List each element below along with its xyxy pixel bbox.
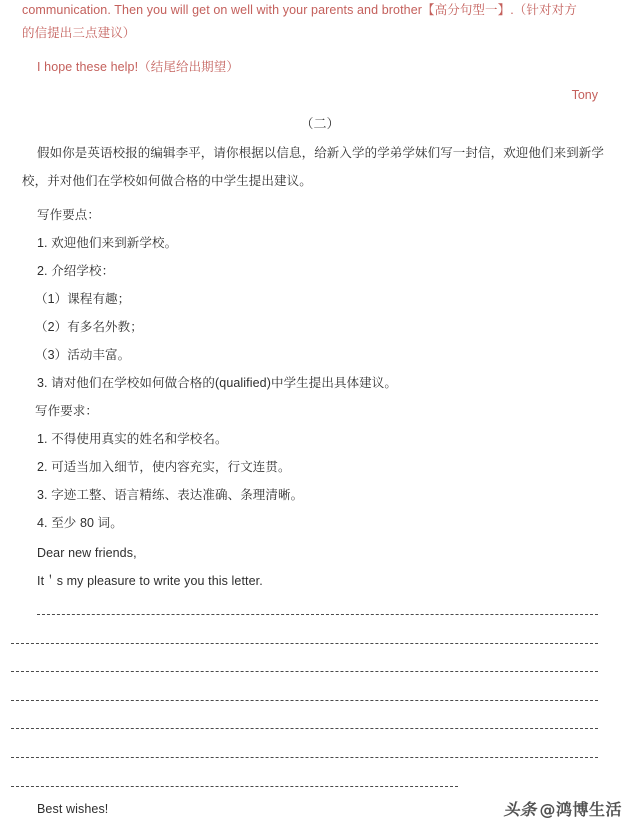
requirements-heading: 写作要求： [35,404,99,418]
requirement-item-1: 1. 不得使用真实的姓名和学校名。 [37,432,228,446]
blank-rule-7 [11,786,458,787]
point-item-3: 3. 请对他们在学校如何做合格的(qualified)中学生提出具体建议。 [37,376,397,390]
previous-letter-body-line-2: 的信提出三点建议） [22,26,136,40]
point-item-2: 2. 介绍学校： [37,264,115,278]
blank-rule-3 [11,671,598,672]
blank-rule-2 [11,643,598,644]
point-item-2-sub-2: （2）有多名外教； [35,320,143,334]
blank-rule-4 [11,700,598,701]
previous-letter-signature: Tony [571,88,598,102]
watermark [503,797,622,820]
requirement-item-3: 3. 字迹工整、语言精练、表达准确、条理清晰。 [37,488,304,502]
answer-closing: Best wishes! [37,802,109,816]
requirement-item-4: 4. 至少 80 词。 [37,516,123,530]
blank-rule-5 [11,728,598,729]
point-item-2-sub-1: （1）课程有趣； [35,292,131,306]
section-heading: （二） [300,116,340,131]
answer-salutation: Dear new friends, [37,546,137,560]
requirement-item-2: 2. 可适当加入细节，使内容充实，行文连贯。 [37,460,291,474]
points-heading: 写作要点： [37,208,101,222]
prompt-line-1: 假如你是英语校报的编辑李平，请你根据以信息，给新入学的学弟学妹们写一封信，欢迎他们来到新学 [37,146,605,160]
answer-opening-sentence: It＇s my pleasure to write you this letter. [37,574,263,588]
watermark-platform: 头条 [503,800,537,819]
point-item-2-sub-3: （3）活动丰富。 [35,348,131,362]
blank-rule-6 [11,757,598,758]
previous-letter-closing-line: I hope these help!（结尾给出期望） [37,60,239,74]
watermark-author: @鸿博生活 [539,800,622,819]
prompt-line-2: 校，并对他们在学校如何做合格的中学生提出建议。 [22,174,312,188]
blank-rule-1 [37,614,598,615]
previous-letter-body-line-1: communication. Then you will get on well with your parents and brother【高分句型一】.（针对对方 [22,3,577,17]
point-item-1: 1. 欢迎他们来到新学校。 [37,236,178,250]
